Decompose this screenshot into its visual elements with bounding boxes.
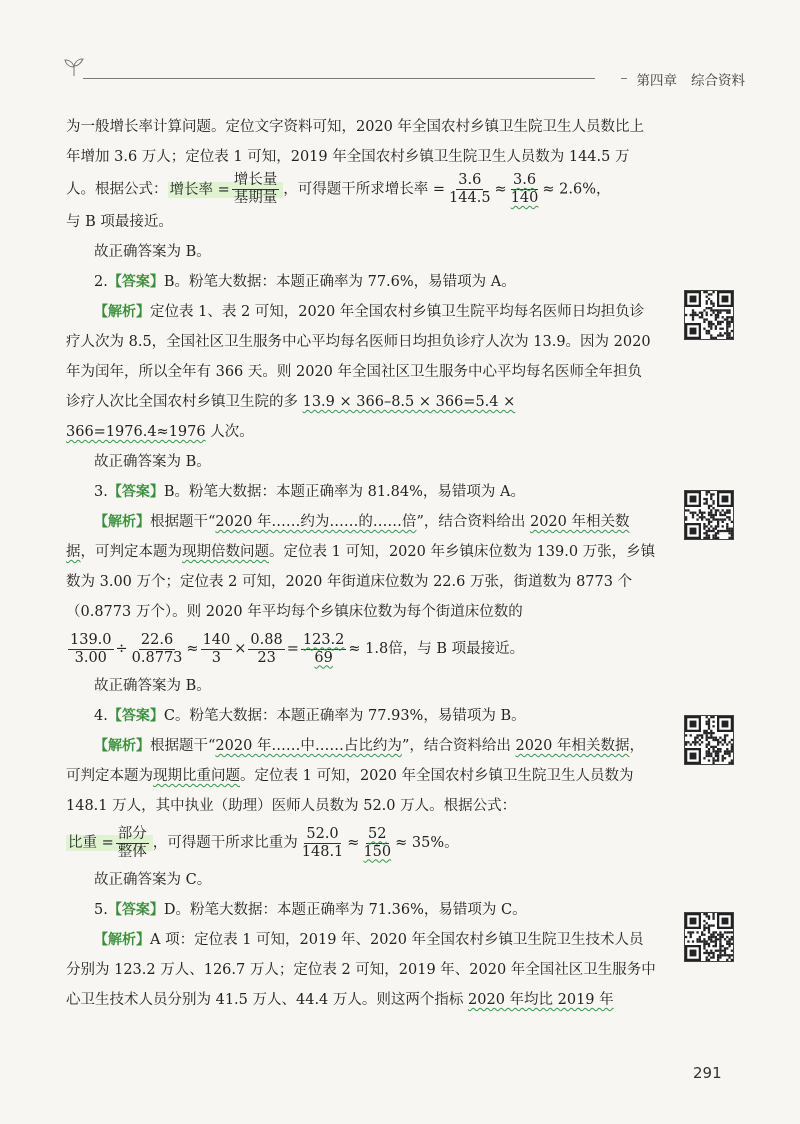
page-body bbox=[66, 112, 656, 1015]
header-rule bbox=[83, 78, 595, 79]
chapter-number: 第四章 bbox=[636, 73, 677, 89]
answer-line: 3.【答案】B。粉笔大数据：本题正确率为 81.84%，易错项为 A。 bbox=[94, 484, 525, 500]
answer-line: 2.【答案】B。粉笔大数据：本题正确率为 77.6%，易错项为 A。 bbox=[94, 274, 516, 290]
paragraph: 为一般增长率计算问题。定位文字资料可知，2020 年全国农村乡镇卫生院卫生人员数比上年增加 3.6 万人；定位表 1 可知，2019 年全国农村乡镇卫生院卫生人员数为 144.5 万人。根据公式： 增长率 = $\frac{\text{增长量}}{\text{基期量}}$ ，可得题干所求增长率 = $\frac{3.6}{144.5}$ ≈ $\frac{3.6}{140}$ ≈ 2.6%， bbox=[66, 119, 645, 206]
ratio-formula: 比重 = $\frac{\text{部分}}{\text{整体}}$ bbox=[66, 835, 153, 851]
qr-code-icon[interactable] bbox=[684, 290, 734, 340]
growth-formula: 增长率 = $\frac{\text{增长量}}{\text{基期量}}$ bbox=[168, 182, 284, 198]
analysis: 【解析】A 项：定位表 1 可知，2019 年、2020 年全国农村乡镇卫生院卫生技术人员分别为 123.2 万人、126.7 万人；定位表 2 可知，2019 年、2020 年全国社区卫生服务中心卫生技术人员分别为 41.5 万人、44.4 万人。则这两个指标 2020 年均比 2019 年 bbox=[66, 932, 656, 1008]
leaf-icon bbox=[63, 58, 85, 78]
calculation: 比重 = $\frac{\text{部分}}{\text{整体}}$ ，可得题干所求比重为 $\frac{52.0}{148.1}$ ≈ $\frac{52}{150}$ ≈ 35%。 bbox=[68, 825, 459, 860]
paragraph: 与 B 项最接近。 bbox=[66, 214, 173, 230]
chapter-label bbox=[629, 68, 746, 90]
page-number: 291 bbox=[693, 1064, 722, 1082]
page-header bbox=[55, 56, 745, 96]
analysis: 【解析】定位表 1、表 2 可知，2020 年全国农村乡镇卫生院平均每名医师日均担负诊疗人次为 8.5，全国社区卫生服务中心平均每名医师日均担负诊疗人次为 13.9。因为 2020 年为闰年，所以全年有 366 天。则 2020 年全国社区卫生服务中心平均每名医师全年担负诊疗人次比全国农村乡镇卫生院的多 13.9 × 366–8.5 × 366=5.4 × 366=1976.4≈1976 人次。 bbox=[66, 304, 651, 440]
calculation: $\frac{139.0}{3.00}$ ÷ $\frac{22.6}{0.8773}$ ≈ $\frac{140}{3}$ × $\frac{0.88}{23}$ = $\frac{123.2}{69}$ ≈ 1.8倍，与 B 项最接近。 bbox=[70, 631, 525, 666]
conclusion: 故正确答案为 B。 bbox=[94, 454, 211, 470]
answer-line: 4.【答案】C。粉笔大数据：本题正确率为 77.93%，易错项为 B。 bbox=[94, 708, 526, 724]
conclusion: 故正确答案为 B。 bbox=[94, 678, 211, 694]
chapter-title: 综合资料 bbox=[691, 73, 745, 89]
analysis: 【解析】根据题干“2020 年……约为……的……倍”，结合资料给出 2020 年相关数据，可判定本题为现期倍数问题。定位表 1 可知，2020 年乡镇床位数为 139.0 万张，乡镇数为 3.00 万个；定位表 2 可知，2020 年街道床位数为 22.6 万张，街道数为 8773 个（0.8773 万个）。则 2020 年平均每个乡镇床位数为每个街道床位数的 bbox=[66, 514, 656, 620]
conclusion: 故正确答案为 C。 bbox=[94, 872, 212, 888]
conclusion: 故正确答案为 B。 bbox=[94, 244, 211, 260]
answer-line: 5.【答案】D。粉笔大数据：本题正确率为 71.36%，易错项为 C。 bbox=[94, 902, 527, 918]
qr-code-icon[interactable] bbox=[684, 912, 734, 962]
qr-code-icon[interactable] bbox=[684, 490, 734, 540]
qr-code-icon[interactable] bbox=[684, 715, 734, 765]
analysis: 【解析】根据题干“2020 年……中……占比约为”，结合资料给出 2020 年相关数据，可判定本题为现期比重问题。定位表 1 可知，2020 年全国农村乡镇卫生院卫生人员数为 148.1 万人，其中执业（助理）医师人员数为 52.0 万人。根据公式： bbox=[66, 738, 644, 814]
